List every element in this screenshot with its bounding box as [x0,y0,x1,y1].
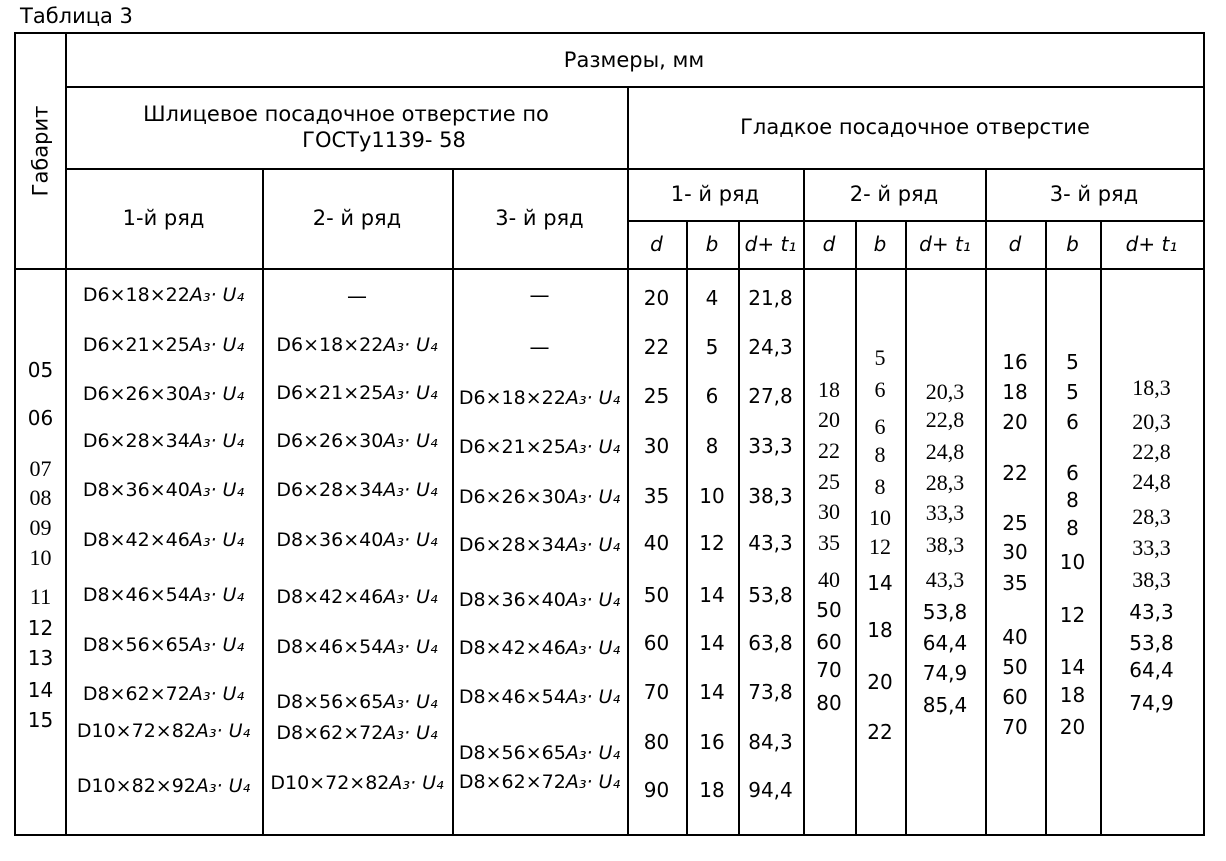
spline-designation [65,528,262,552]
spline-designation [452,685,627,709]
num-value: 73,8 [748,680,793,704]
smooth-hole-header: Гладкое посадочное отверстие [740,115,1090,139]
desig-base: D6×18×22 [82,284,190,306]
spline-designation [65,774,262,798]
desig-base: D8×46×54 [458,686,566,708]
gabarit-value: 10 [29,545,52,570]
num-value: 74,9 [1129,691,1174,715]
fit-suffix: A₃· U₄ [565,486,621,508]
num-value: 20,3 [925,379,965,404]
row2-d-column [803,268,855,834]
spline-designation [262,690,452,714]
num-value: 5 [874,345,886,370]
num-value: 35 [818,530,840,555]
gabarit-value: 05 [27,358,54,382]
num-value: 20 [1059,715,1086,739]
desig-base: D8×46×54 [82,584,190,606]
num-value: 70 [816,658,842,682]
row2-b-column [855,268,905,834]
num-value: 60 [1002,685,1028,709]
num-value: 14 [867,571,893,595]
num-value: 6 [874,377,886,402]
num-value: 40 [1002,625,1028,649]
desig-base: D8×36×40 [458,589,566,611]
gabarit-value: 08 [29,485,52,510]
row3-b-column [1045,268,1100,834]
num-value: 53,8 [922,600,968,624]
fit-suffix: A₃· U₄ [189,634,245,656]
num-value: 24,8 [1132,469,1171,494]
fit-suffix: A₃· U₄ [189,529,245,551]
gabarit-value: 12 [27,616,54,640]
fit-suffix: A₃· U₄ [383,334,438,356]
num-value: 25 [818,469,840,494]
desig-base: D6×18×22 [276,334,384,356]
fit-suffix: A₃· U₄ [565,742,621,764]
num-value: 5 [705,335,719,359]
gabarit-value: 06 [27,406,54,430]
num-value: 6 [705,384,719,408]
desig-base: D8×42×46 [276,586,384,608]
desig-base: D6×26×30 [458,486,566,508]
fit-suffix: A₃· U₄ [383,479,438,501]
num-value: 38,3 [925,532,965,557]
num-value: 38,3 [1132,567,1171,592]
num-value: 38,3 [748,484,793,508]
fit-suffix: A₃· U₄ [383,382,438,404]
desig-base: D8×46×54 [276,636,384,658]
fit-suffix: A₃· U₄ [189,383,245,405]
gabarit-header [16,34,65,268]
num-value: 80 [816,691,842,715]
desig-base: D6×28×34 [458,534,566,556]
fit-suffix: A₃· U₄ [189,479,245,501]
desig-base: D8×42×46 [82,529,190,551]
num-value: 24,8 [925,439,965,464]
col-dt-header: d+ t₁ [919,232,971,256]
row1-b-column [686,268,738,834]
num-value: 14 [699,631,725,655]
desig-base: D8×62×72 [82,683,190,705]
num-value: 30 [1002,540,1028,564]
fit-suffix: A₃· U₄ [189,584,245,606]
num-value: 35 [643,484,670,508]
dash: — [347,284,367,308]
spline-row3-header: 3- й ряд [495,206,584,230]
dash: — [529,335,550,359]
num-value: 84,3 [748,730,793,754]
col-b-header: b [705,232,719,256]
num-value: 22 [818,438,840,463]
spline-hole-header-line2: ГОСТу1139- 58 [302,128,466,152]
fit-suffix: A₃· U₄ [189,683,245,705]
row1-d-column [627,268,686,834]
num-value: 60 [643,631,670,655]
fit-suffix: A₃· U₄ [383,691,438,713]
num-value: 25 [643,384,670,408]
num-value: 18 [1002,380,1028,404]
desig-base: D6×26×30 [276,430,384,452]
fit-suffix: A₃· U₄ [195,720,251,742]
num-value: 20 [643,286,670,310]
spline-hole-header-line1: Шлицевое посадочное отверстие по [143,102,549,126]
fit-suffix: A₃· U₄ [565,589,621,611]
num-value: 18,3 [1132,375,1171,400]
num-value: 50 [1002,655,1028,679]
num-value: 20 [818,407,840,432]
num-value: 14 [1059,655,1086,679]
desig-base: D6×26×30 [82,383,190,405]
col-b-header: b [1066,232,1079,256]
num-value: 35 [1002,571,1028,595]
spline-designation [262,478,452,502]
fit-suffix: A₃· U₄ [565,436,621,458]
num-value: 33,3 [748,434,793,458]
col-dt-header: d+ t₁ [744,232,797,256]
num-value: 64,4 [1129,658,1174,682]
num-value: 6 [1066,461,1079,485]
desig-base: D10×72×82 [270,772,390,794]
sizes-header: Размеры, мм [563,48,705,72]
num-value: 16 [699,730,725,754]
fit-suffix: A₃· U₄ [383,722,438,744]
num-value: 53,8 [1129,631,1174,655]
desig-base: D6×28×34 [276,479,384,501]
row3-dt-column [1100,268,1203,834]
spline-designation [65,583,262,607]
fit-suffix: A₃· U₄ [389,772,444,794]
num-value: 20 [1002,410,1028,434]
spline-designation [262,528,452,552]
num-value: 70 [643,680,670,704]
spline-row2-header: 2- й ряд [312,206,402,230]
gabarit-value: 14 [27,678,54,702]
num-value: 30 [818,499,840,524]
spline-designation [65,633,262,657]
row3-d-column [985,268,1045,834]
fit-suffix: A₃· U₄ [565,686,621,708]
gabarit-value: 11 [29,584,52,609]
spline-row2-column [262,268,452,834]
num-value: 8 [1066,516,1079,540]
num-value: 10 [869,505,891,530]
num-value: 4 [705,286,719,310]
num-value: 21,8 [748,286,793,310]
desig-base: D8×36×40 [276,529,384,551]
num-value: 14 [699,680,725,704]
spline-designation [65,283,262,307]
spline-designation [65,719,262,743]
num-value: 18 [1059,683,1086,707]
num-value: 40 [643,531,670,555]
num-value: 6 [874,414,886,439]
desig-base: D10×72×82 [76,720,196,742]
num-value: 14 [699,583,725,607]
desig-base: D8×62×72 [458,771,566,793]
num-value: 6 [1066,410,1079,434]
num-value: 22,8 [1132,439,1171,464]
num-value: 22 [643,335,670,359]
num-value: 80 [643,730,670,754]
num-value: 20 [867,670,893,694]
spline-designation [262,771,452,795]
num-value: 28,3 [925,470,965,495]
num-value: 8 [874,442,886,467]
spline-designation [65,333,262,357]
spline-designation [262,381,452,405]
num-value: 40 [818,567,840,592]
spline-designation [65,682,262,706]
num-value: 20,3 [1132,409,1171,434]
spline-designation [262,585,452,609]
spline-row1-header: 1-й ряд [122,206,205,230]
spline-designation [262,429,452,453]
spline-designation [65,478,262,502]
row1-dt-column [738,268,803,834]
num-value: 43,3 [925,567,965,592]
gabarit-header-text: Габарит [28,105,53,197]
num-value: 74,9 [922,661,968,685]
num-value: 33,3 [1132,535,1171,560]
gabarit-value: 13 [27,646,54,670]
desig-base: D6×21×25 [458,436,566,458]
num-value: 18 [867,618,893,642]
fit-suffix: A₃· U₄ [195,775,251,797]
num-value: 50 [643,583,670,607]
spline-designation [65,382,262,406]
num-value: 70 [1002,715,1028,739]
fit-suffix: A₃· U₄ [565,637,621,659]
spline-designation [452,741,627,765]
fit-suffix: A₃· U₄ [189,430,245,452]
num-value: 25 [1002,511,1028,535]
num-value: 5 [1066,380,1079,404]
spline-row3-column [452,268,627,834]
num-value: 18 [699,778,725,802]
num-value: 24,3 [748,335,793,359]
fit-suffix: A₃· U₄ [565,771,621,793]
gabarit-column [16,268,65,834]
num-value: 50 [816,598,842,622]
desig-base: D6×18×22 [458,387,566,409]
desig-base: D6×21×25 [276,382,384,404]
fit-suffix: A₃· U₄ [189,334,245,356]
spline-row1-column [65,268,262,834]
desig-base: D8×56×65 [458,742,566,764]
fit-suffix: A₃· U₄ [383,529,438,551]
desig-base: D6×28×34 [82,430,190,452]
num-value: 8 [874,474,886,499]
num-value: 18 [818,377,840,402]
table-title: Таблица 3 [20,4,133,28]
num-value: 22 [867,720,893,744]
spline-designation [452,435,627,459]
num-value: 60 [816,630,842,654]
desig-base: D8×56×65 [82,634,190,656]
gabarit-value: 15 [27,708,54,732]
col-dt-header: d+ t₁ [1125,232,1178,256]
num-value: 22 [1002,461,1028,485]
num-value: 27,8 [748,384,793,408]
col-d-header: d [822,232,836,256]
fit-suffix: A₃· U₄ [189,284,245,306]
num-value: 63,8 [748,631,793,655]
fit-suffix: A₃· U₄ [383,430,438,452]
spline-designation [262,635,452,659]
dash: — [529,283,550,307]
num-value: 43,3 [748,531,793,555]
fit-suffix: A₃· U₄ [383,636,438,658]
fit-suffix: A₃· U₄ [565,534,621,556]
num-value: 28,3 [1132,504,1171,529]
fit-suffix: A₃· U₄ [565,387,621,409]
gabarit-value: 07 [29,456,52,481]
num-value: 43,3 [1129,600,1174,624]
spline-designation [452,588,627,612]
num-value: 10 [699,484,725,508]
num-value: 64,4 [922,631,968,655]
spline-designation [452,533,627,557]
num-value: 53,8 [748,583,793,607]
spline-designation [452,770,627,794]
desig-base: D8×42×46 [458,637,566,659]
num-value: 85,4 [922,693,968,717]
spline-designation [65,429,262,453]
num-value: 30 [643,434,670,458]
num-value: 12 [1059,603,1086,627]
col-b-header: b [873,232,887,256]
spline-designation [262,721,452,745]
smooth-row3-header: 3- й ряд [1049,182,1139,206]
spline-designation [262,333,452,357]
num-value: 8 [705,434,719,458]
fit-suffix: A₃· U₄ [383,586,438,608]
dimension-table [14,32,1205,836]
gabarit-value: 09 [29,515,52,540]
desig-base: D8×62×72 [276,722,384,744]
spline-designation [452,386,627,410]
col-d-header: d [650,232,663,256]
desig-base: D8×56×65 [276,691,384,713]
num-value: 94,4 [748,778,793,802]
row2-dt-column [905,268,985,834]
desig-base: D10×82×92 [76,775,196,797]
num-value: 5 [1066,350,1079,374]
num-value: 90 [643,778,670,802]
smooth-row2-header: 2- й ряд [849,182,939,206]
desig-base: D8×36×40 [82,479,190,501]
num-value: 12 [699,531,725,555]
num-value: 33,3 [925,500,965,525]
spline-designation [452,485,627,509]
spline-hole-header [65,86,627,168]
num-value: 8 [1066,488,1079,512]
num-value: 12 [869,534,891,559]
col-d-header: d [1008,232,1022,256]
num-value: 10 [1059,550,1086,574]
smooth-row1-header: 1- й ряд [670,182,760,206]
num-value: 22,8 [925,407,965,432]
num-value: 16 [1002,350,1028,374]
desig-base: D6×21×25 [82,334,190,356]
spline-designation [452,636,627,660]
